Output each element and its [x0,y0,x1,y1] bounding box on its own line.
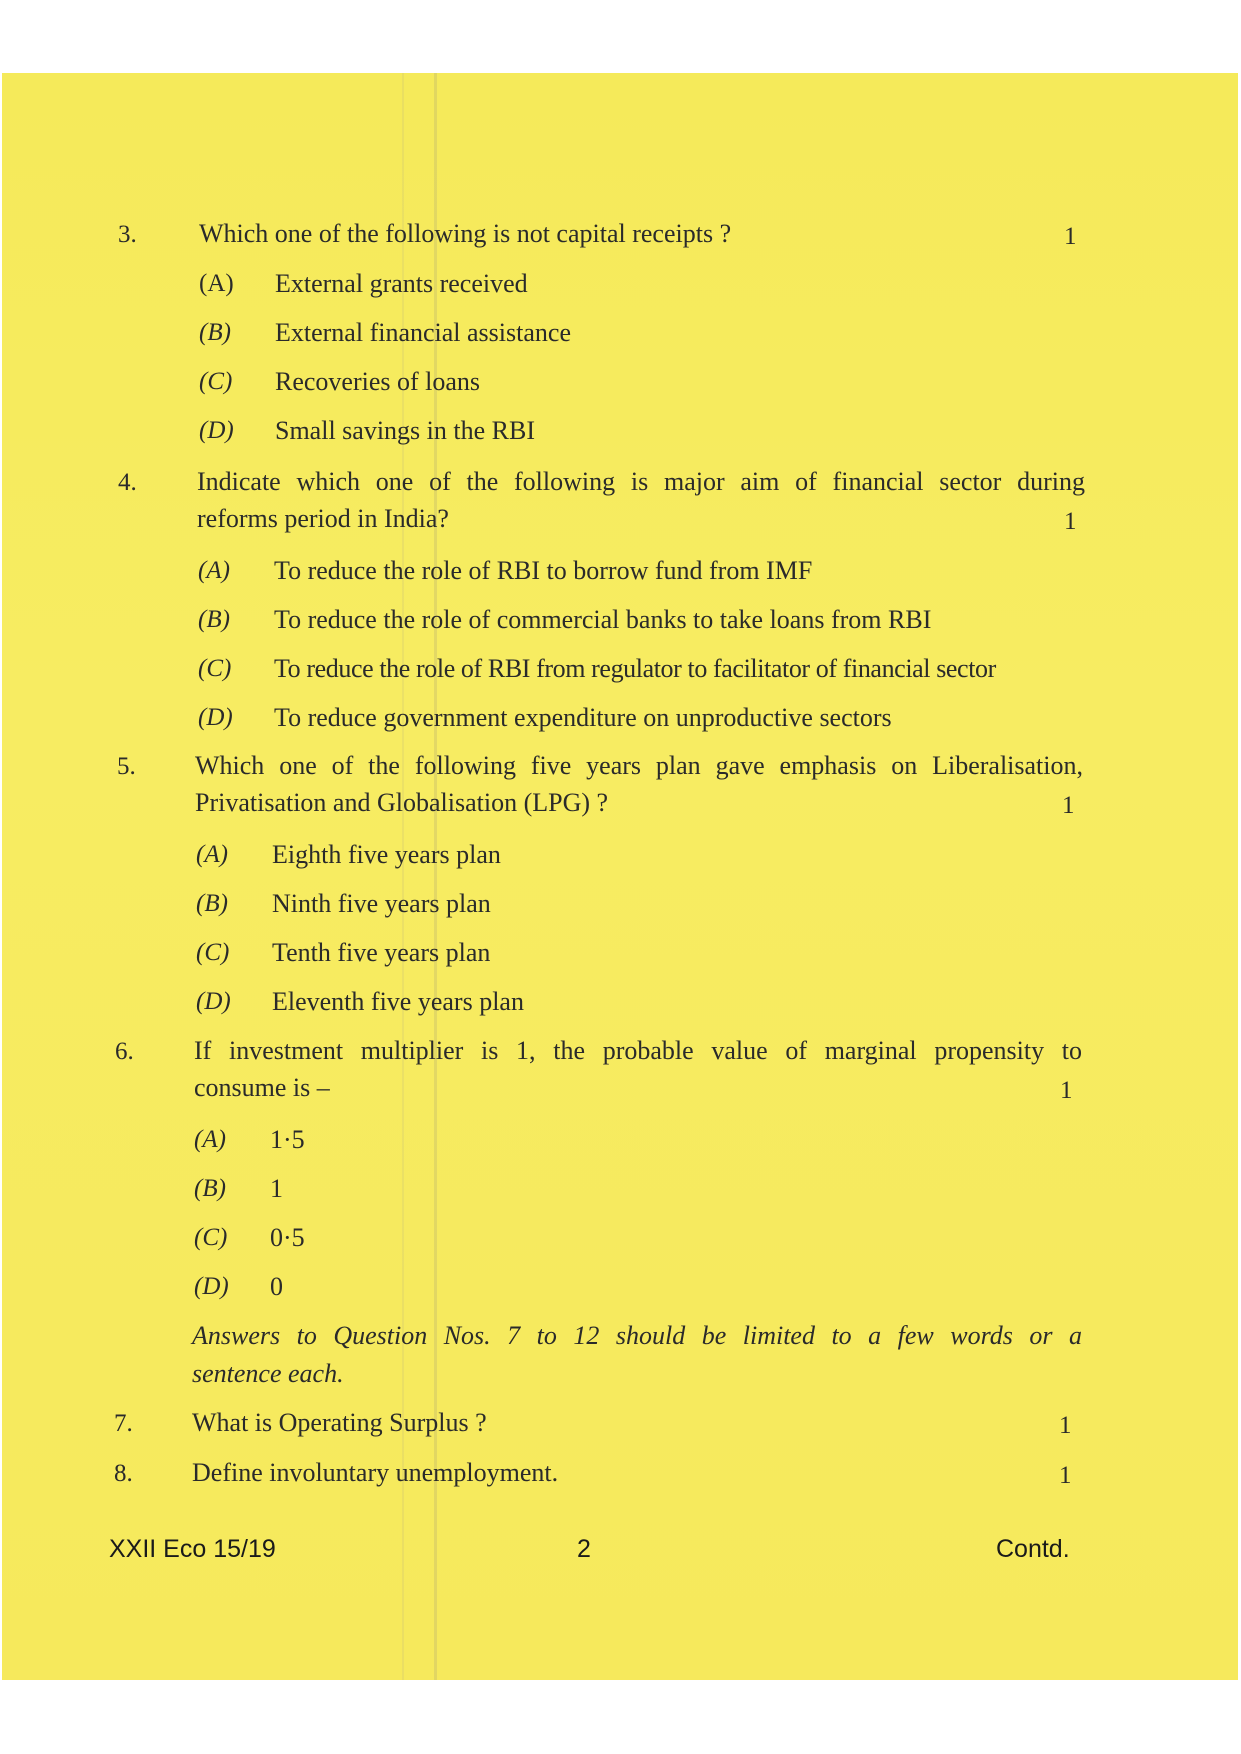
option-label: (C) [194,1224,228,1251]
option-text: 1 [270,1174,283,1203]
question-number: 6. [115,1038,134,1065]
question-marks: 1 [1059,1412,1072,1439]
option-label: (B) [198,606,230,633]
option-label: (B) [194,1175,226,1202]
page-number: 2 [577,1535,591,1563]
option-label: (D) [196,988,231,1015]
question-text: Which one of the following is not capital receipts ? [199,219,732,248]
option-text: Ninth five years plan [272,889,491,918]
option-text: To reduce the role of commercial banks to take loans from RBI [274,605,932,634]
option-text: 1·5 [270,1125,305,1154]
option-text: External financial assistance [275,318,571,347]
exam-page [2,73,1238,1680]
question-text: What is Operating Surplus ? [192,1408,487,1437]
option-text: External grants received [275,269,528,298]
continued-label: Contd. [996,1535,1070,1563]
option-text: Recoveries of loans [275,367,481,396]
option-label: (B) [196,890,228,917]
option-text: To reduce government expenditure on unproductive sectors [274,703,892,732]
option-text: 0·5 [270,1223,305,1252]
option-label: (A) [194,1126,226,1153]
question-marks: 1 [1062,792,1075,819]
option-label: (C) [196,939,230,966]
option-label: (A) [196,841,228,868]
question-text-line: Which one of the following five years plan gave emphasis on Liberalisation, [195,751,1083,780]
question-text-line: If investment multiplier is 1, the probable value of marginal propensity to [194,1036,1082,1065]
question-text-line: consume is – [194,1073,330,1102]
option-label: (C) [198,655,232,682]
question-text: Define involuntary unemployment. [192,1458,559,1487]
question-text-line: Indicate which one of the following is major aim of financial sector during [197,467,1085,496]
option-text: Small savings in the RBI [275,416,535,445]
instruction-line: sentence each. [192,1359,344,1388]
question-marks: 1 [1060,1077,1073,1104]
question-number: 5. [117,753,136,780]
option-text: Eleventh five years plan [272,987,524,1016]
option-label: (D) [199,417,234,444]
question-text-line: Privatisation and Globalisation (LPG) ? [195,788,609,817]
option-label: (D) [198,704,233,731]
question-number: 8. [114,1460,133,1487]
question-number: 7. [114,1410,133,1437]
option-label: (D) [194,1273,229,1300]
option-text: Tenth five years plan [272,938,491,967]
option-text: Eighth five years plan [272,840,501,869]
option-text: To reduce the role of RBI to borrow fund from IMF [274,556,813,585]
option-label: (B) [199,319,231,346]
option-text: To reduce the role of RBI from regulator to facilitator of financial sector [274,654,996,683]
instruction-line: Answers to Question Nos. 7 to 12 should be limited to a few words or a [192,1321,1082,1350]
question-number: 4. [118,469,137,496]
question-marks: 1 [1059,1462,1072,1489]
question-number: 3. [118,221,137,248]
paper-code: XXII Eco 15/19 [109,1535,276,1563]
question-marks: 1 [1064,223,1077,250]
option-label: (A) [199,270,234,297]
option-label: (A) [198,557,230,584]
question-marks: 1 [1064,508,1077,535]
option-label: (C) [199,368,233,395]
question-text-line: reforms period in India? [197,504,449,533]
option-text: 0 [270,1272,283,1301]
